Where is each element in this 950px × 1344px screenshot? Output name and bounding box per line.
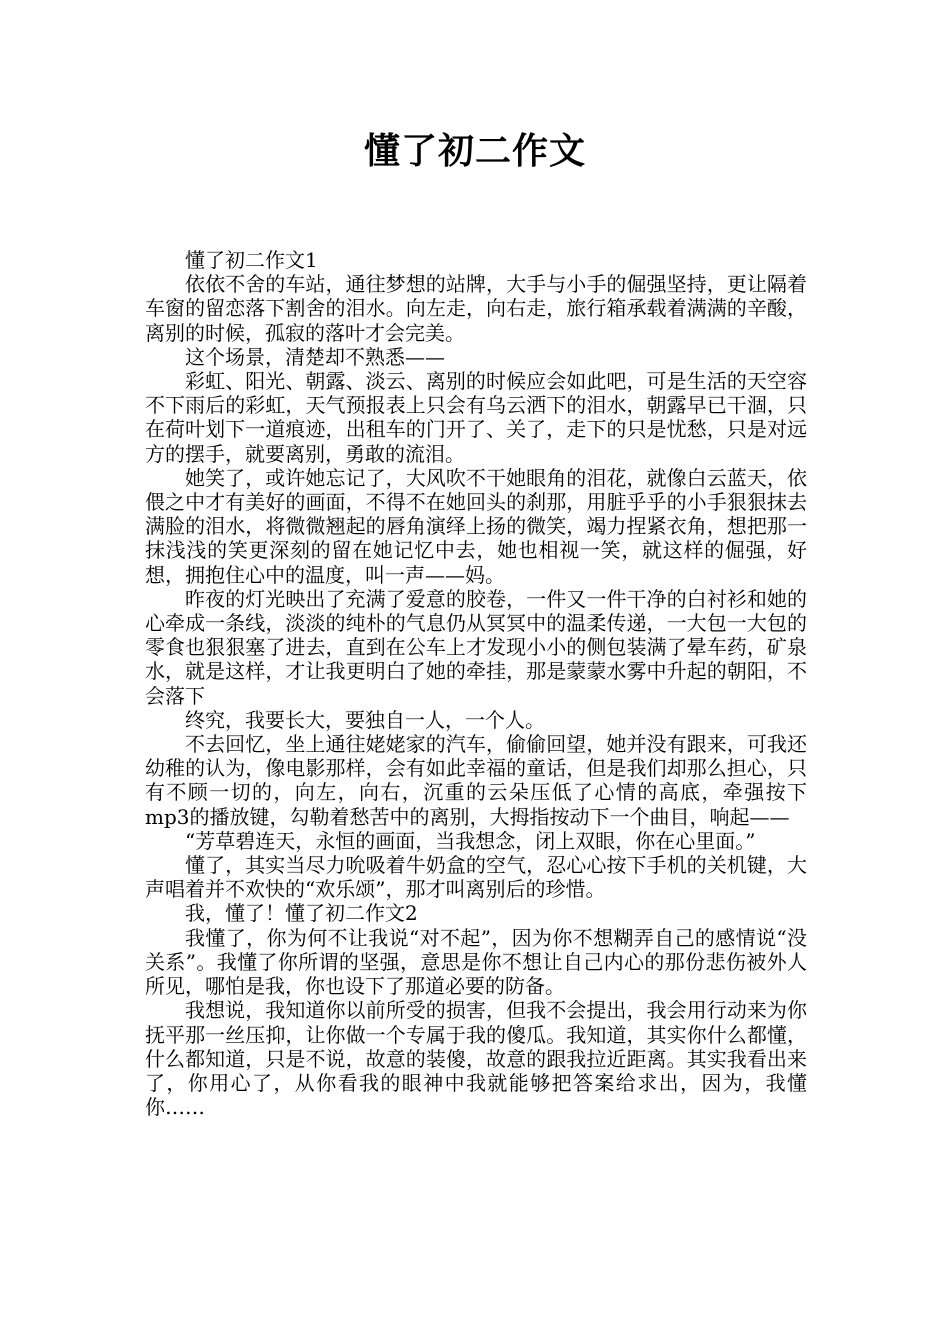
paragraph-5: 她笑了，或许她忘记了，大风吹不干她眼角的泪花，就像白云蓝天，依偎之中才有美好的画面，不得不在她回头的刹那，用脏乎乎的小手狠狠抹去满脸的泪水，将微微翘起的唇角演绎上扬的微笑，竭力捏紧衣角，想把那一抹浅浅的笑更深刻的留在她记忆中去，她也相视一笑，就这样的倔强，好想，拥抱住心中的温度，叫一声——妈。 <box>145 465 807 587</box>
paragraph-6: 昨夜的灯光映出了充满了爱意的胶卷，一件又一件干净的白衬衫和她的心牵成一条线，淡淡的纯朴的气息仍从冥冥中的温柔传递，一大包一大包的零食也狠狠塞了进去，直到在公车上才发现小小的侧包装满了晕车药，矿泉水，就是这样，才让我更明白了她的牵挂，那是蒙蒙水雾中升起的朝阳，不会落下 <box>145 586 807 708</box>
paragraph-8: 不去回忆，坐上通往姥姥家的汽车，偷偷回望，她并没有跟来，可我还幼稚的认为，像电影那样，会有如此幸福的童话，但是我们却那么担心，只有不顾一切的，向左，向右，沉重的云朵压低了心情的高底，牵强按下mp3的播放键，勾勒着愁苦中的离别，大拇指按动下一个曲目，响起—— <box>145 732 807 829</box>
document-body <box>145 248 807 1119</box>
paragraph-1: 懂了初二作文1 <box>185 248 318 272</box>
paragraph-2: 依依不舍的车站，通往梦想的站牌，大手与小手的倔强坚持，更让隔着车窗的留恋落下割舍的泪水。向左走，向右走，旅行箱承载着满满的辛酸，离别的时候，孤寂的落叶才会完美。 <box>145 272 807 345</box>
paragraph-7: 终究，我要长大，要独自一人，一个人。 <box>185 707 545 732</box>
document-title: 懂了初二作文 <box>363 131 586 172</box>
paragraph-10: 懂了，其实当尽力吮吸着牛奶盒的空气，忍心心按下手机的关机键，大声唱着并不欢快的“欢乐颂”，那才叫离别后的珍惜。 <box>145 853 807 902</box>
paragraph-12: 我懂了，你为何不让我说“对不起”，因为你不想糊弄自己的感情说“没关系”。我懂了你所谓的坚强，意思是你不想让自己内心的那份悲伤被外人所见，哪怕是我，你也设下了那道必要的防备。 <box>145 925 807 999</box>
paragraph-11: 我，懂了！懂了初二作文2 <box>185 901 418 926</box>
paragraph-3: 这个场景，清楚却不熟悉—— <box>185 344 445 369</box>
paragraph-13: 我想说，我知道你以前所受的损害，但我不会提出，我会用行动来为你抚平那一丝压抑，让你做一个专属于我的傻瓜。我知道，其实你什么都懂，什么都知道，只是不说，故意的装傻，故意的跟我拉近距离。其实我看出来了，你用心了，从你看我的眼神中我就能够把答案给求出，因为，我懂你…… <box>145 998 807 1120</box>
paragraph-4: 彩虹、阳光、朝露、淡云、离别的时候应会如此吧，可是生活的天空容不下雨后的彩虹，天气预报表上只会有乌云洒下的泪水，朝露早已干涸，只在荷叶划下一道痕迹，出租车的门开了、关了，走下的只是忧愁，只是对远方的摆手，就要离别，勇敢的流泪。 <box>145 369 807 466</box>
paragraph-9: “芳草碧连天，永恒的画面，当我想念，闭上双眼，你在心里面。” <box>185 828 756 853</box>
